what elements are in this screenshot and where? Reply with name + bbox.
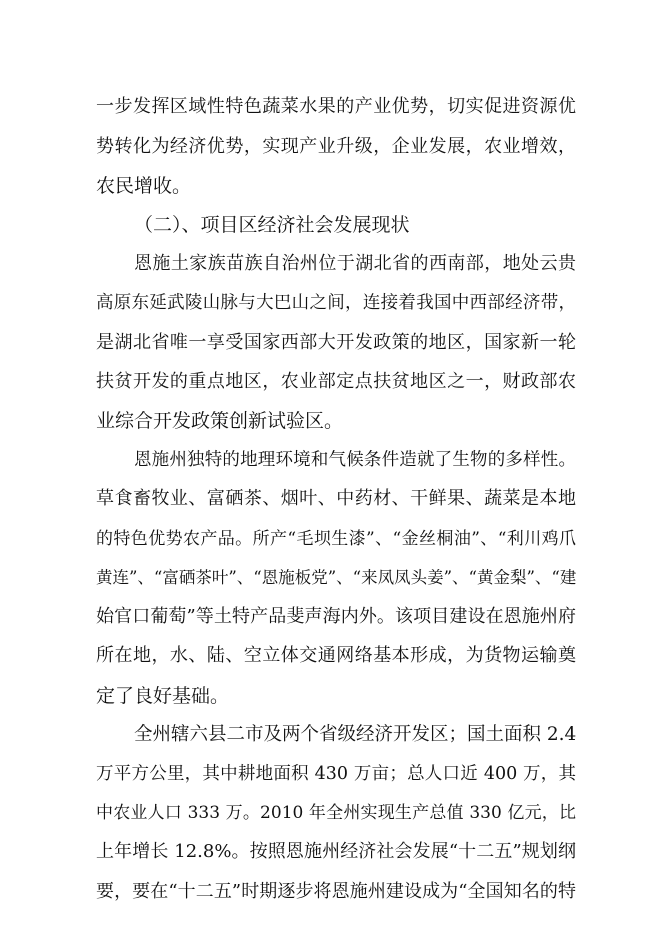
- text-line: 高原东延武陵山脉与大巴山之间，连接着我国中西部经济带，: [96, 293, 576, 313]
- paragraph-first-line: 恩施州独特的地理环境和气候条件造就了生物的多样性。: [134, 450, 576, 470]
- text-line: 万平方公里，其中耕地面积 430 万亩；总人口近 400 万，其: [96, 764, 576, 784]
- text-line: 中农业人口 333 万。2010 年全州实现生产总值 330 亿元，比: [96, 803, 576, 823]
- text-line: 一步发挥区域性特色蔬菜水果的产业优势，切实促进资源优: [96, 96, 576, 117]
- text-line: 要，要在“十二五”时期逐步将恩施州建设成为“全国知名的特: [96, 881, 576, 902]
- text-line: 上年增长 12.8%。按照恩施州经济社会发展“十二五”规划纲: [96, 841, 576, 862]
- text-line: 始官口葡萄”等土特产品斐声海内外。该项目建设在恩施州府: [96, 606, 576, 627]
- text-line: 黄连”、“富硒茶叶”、“恩施板党”、“来凤凤头姜”、“黄金梨”、“建: [96, 568, 576, 587]
- text-line: 业综合开发政策创新试验区。: [96, 410, 344, 432]
- text-line: 势转化为经济优势，实现产业升级，企业发展，农业增效，: [96, 136, 576, 157]
- section-heading: （二）、项目区经济社会发展现状: [134, 214, 410, 236]
- paragraph-first-line: 恩施土家族苗族自治州位于湖北省的西南部，地处云贵: [134, 253, 576, 274]
- text-line: 定了良好基础。: [96, 685, 230, 707]
- text-line: 草食畜牧业、富硒茶、烟叶、中药材、干鲜果、蔬菜是本地: [96, 488, 576, 509]
- text-line: 农民增收。: [96, 175, 192, 197]
- paragraph-first-line: 全州辖六县二市及两个省级经济开发区；国土面积 2.4: [134, 724, 576, 745]
- text-line: 是湖北省唯一享受国家西部大开发政策的地区，国家新一轮: [96, 332, 576, 353]
- text-line: 的特色优势农产品。所产“毛坝生漆”、“金丝桐油”、“利川鸡爪: [96, 529, 576, 549]
- text-line: 所在地，水、陆、空立体交通网络基本形成，为货物运输奠: [96, 645, 576, 666]
- text-line: 扶贫开发的重点地区，农业部定点扶贫地区之一，财政部农: [96, 371, 576, 392]
